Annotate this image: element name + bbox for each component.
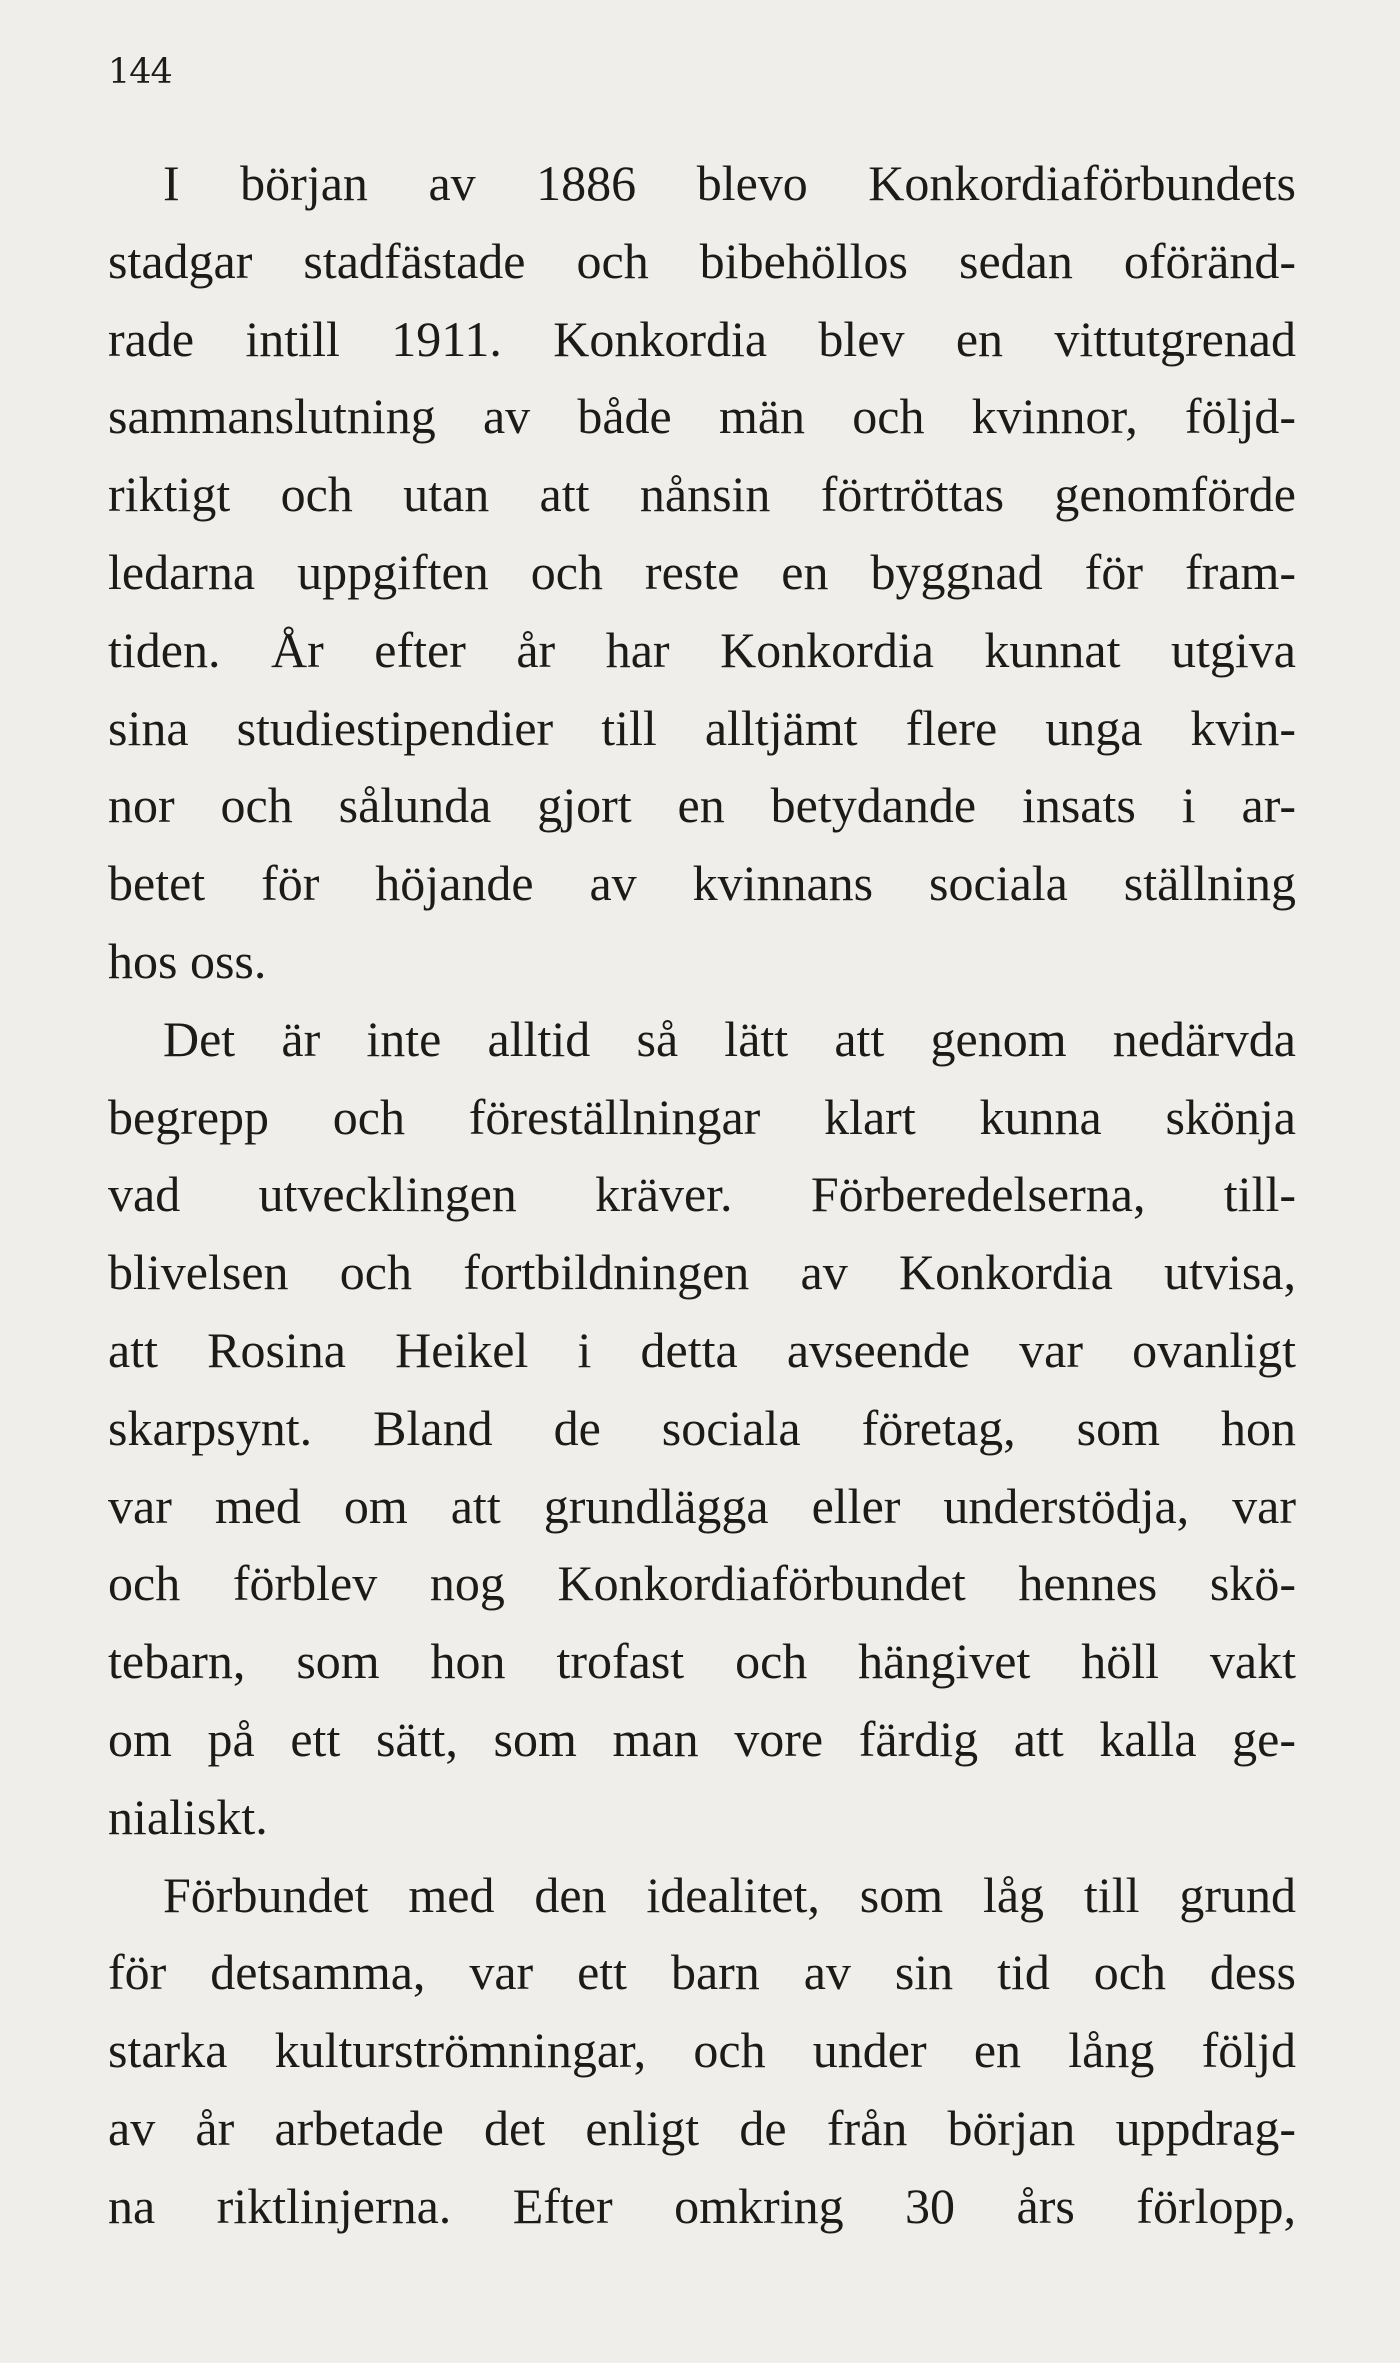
- text-line: stadgar stadfästade och bibehöllos sedan oföränd-: [108, 232, 1296, 289]
- text-line: hos oss.: [108, 932, 267, 989]
- text-line: rade intill 1911. Konkordia blev en vittutgrenad: [108, 310, 1296, 367]
- text-line: betet för höjande av kvinnans sociala ställning: [108, 855, 1296, 912]
- text-line: I början av 1886 blevo Konkordiaförbundets: [163, 155, 1296, 211]
- text-line: starka kulturströmningar, och under en lång följd: [108, 2022, 1296, 2079]
- text-line: tiden. År efter år har Konkordia kunnat utgiva: [108, 621, 1296, 678]
- text-line: att Rosina Heikel i detta avseende var ovanligt: [108, 1321, 1296, 1378]
- text-line: av år arbetade det enligt de från början uppdrag-: [108, 2099, 1296, 2156]
- text-line: var med om att grundlägga eller understödja, var: [108, 1477, 1296, 1534]
- text-line: nor och sålunda gjort en betydande insats i ar-: [108, 777, 1296, 834]
- text-line: Det är inte alltid så lätt att genom nedärvda: [163, 1010, 1296, 1067]
- text-line: riktigt och utan att nånsin förtröttas genomförde: [108, 466, 1296, 523]
- text-line: begrepp och föreställningar klart kunna skönja: [108, 1088, 1296, 1145]
- text-line: och förblev nog Konkordiaförbundet hennes skö-: [108, 1555, 1296, 1612]
- text-line: tebarn, som hon trofast och hängivet höll vakt: [108, 1633, 1296, 1690]
- text-line: sina studiestipendier till alltjämt flere unga kvin-: [108, 699, 1296, 756]
- page-number: 144: [108, 52, 172, 92]
- text-line: om på ett sätt, som man vore färdig att kalla ge-: [108, 1710, 1296, 1767]
- text-line: sammanslutning av både män och kvinnor, följd-: [108, 388, 1296, 445]
- text-line: ledarna uppgiften och reste en byggnad för fram-: [108, 543, 1296, 600]
- text-line: vad utvecklingen kräver. Förberedelserna, till-: [108, 1166, 1296, 1223]
- text-line: na riktlinjerna. Efter omkring 30 års förlopp,: [108, 2177, 1296, 2234]
- body-text: [108, 145, 1296, 2246]
- text-line: skarpsynt. Bland de sociala företag, som hon: [108, 1399, 1296, 1456]
- text-line: för detsamma, var ett barn av sin tid och dess: [108, 1944, 1296, 2001]
- text-line: Förbundet med den idealitet, som låg till grund: [163, 1866, 1296, 1923]
- text-line: blivelsen och fortbildningen av Konkordia utvisa,: [108, 1244, 1296, 1301]
- text-line: nialiskt.: [108, 1788, 268, 1845]
